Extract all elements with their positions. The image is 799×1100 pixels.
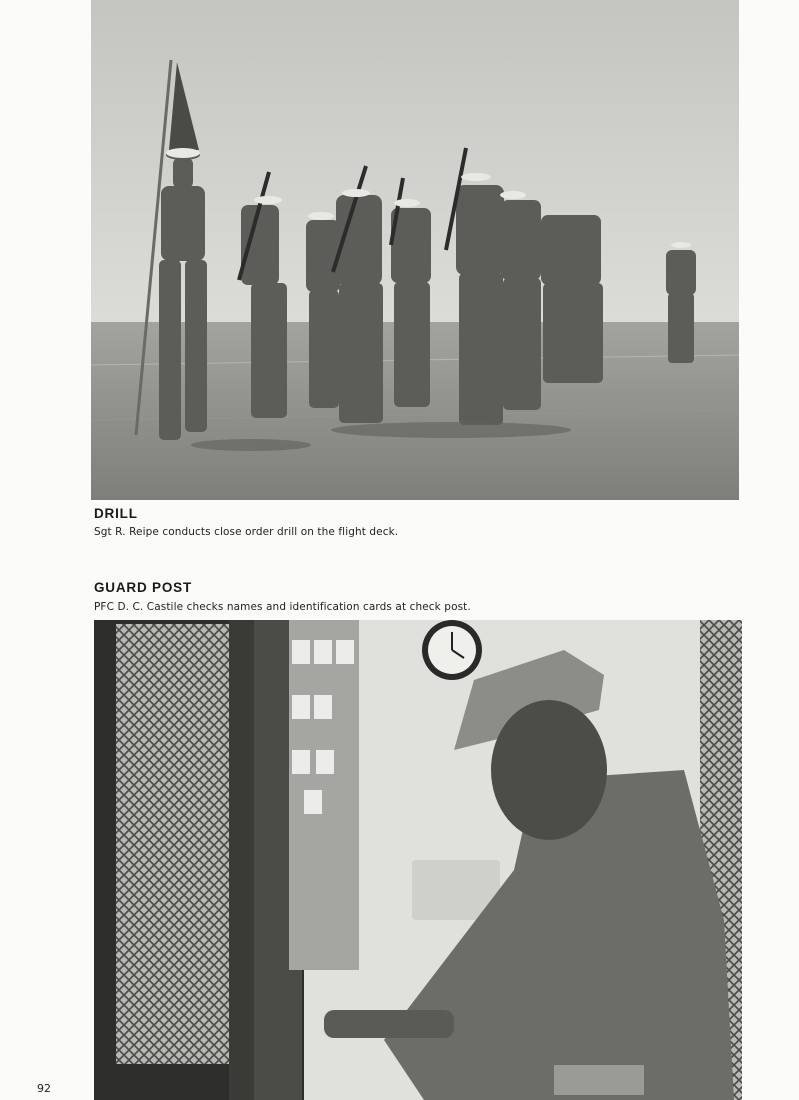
drill-photo [91, 0, 739, 500]
guard-post-heading: GUARD POST [94, 580, 193, 595]
guard-post-photo [94, 620, 742, 1100]
drill-caption: Sgt R. Reipe conducts close order drill on the flight deck. [94, 526, 399, 538]
guard-post-caption: PFC D. C. Castile checks names and identification cards at check post. [94, 601, 471, 613]
drill-heading: DRILL [94, 506, 138, 521]
page-number: 92 [37, 1082, 51, 1095]
